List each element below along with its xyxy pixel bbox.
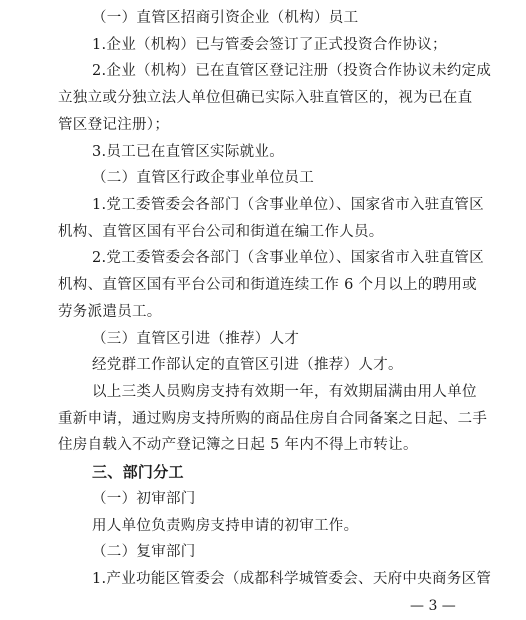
- paragraph-line: 2.企业（机构）已在直管区登记注册（投资合作协议未约定成: [92, 63, 492, 80]
- paragraph-line: 住房自载入不动产登记簿之日起 5 年内不得上市转让。: [58, 437, 418, 454]
- paragraph-line: 3.员工已在直管区实际就业。: [92, 143, 285, 160]
- subheading-second-review: （二）复审部门: [92, 544, 196, 561]
- paragraph-line: 管区登记注册）；: [58, 116, 170, 133]
- paragraph-line: 1.企业（机构）已与管委会签订了正式投资合作协议；: [92, 36, 447, 53]
- subheading-admin-staff: （二）直管区行政企事业单位员工: [92, 170, 314, 187]
- paragraph-line: 机构、直管区国有平台公司和街道在编工作人员。: [58, 223, 384, 240]
- subheading-recruited-staff: （一）直管区招商引资企业（机构）员工: [92, 10, 359, 26]
- paragraph-line: 以上三类人员购房支持有效期一年，有效期届满由用人单位: [92, 384, 477, 400]
- paragraph-line: 1.党工委管委会各部门（含事业单位）、国家省市入驻直管区: [92, 197, 484, 213]
- page-number: — 3 —: [410, 598, 456, 614]
- section-heading-division: 三、部门分工: [92, 463, 184, 482]
- subheading-talent: （三）直管区引进（推荐）人才: [92, 330, 300, 347]
- paragraph-line: 劳务派遣员工。: [58, 303, 162, 320]
- paragraph-line: 2.党工委管委会各部门（含事业单位）、国家省市入驻直管区: [92, 250, 484, 267]
- paragraph-line: 1.产业功能区管委会（成都科学城管委会、天府中央商务区管: [92, 571, 492, 587]
- paragraph-line: 立独立或分独立法人单位但确已实际入驻直管区的，视为已在直: [58, 90, 473, 107]
- subheading-first-review: （一）初审部门: [92, 490, 196, 507]
- paragraph-line: 重新申请，通过购房支持所购的商品住房自合同备案之日起、二手: [58, 410, 488, 427]
- paragraph-line: 机构、直管区国有平台公司和街道连续工作 6 个月以上的聘用或: [58, 277, 477, 294]
- paragraph-line: 用人单位负责购房支持申请的初审工作。: [92, 517, 359, 534]
- paragraph-line: 经党群工作部认定的直管区引进（推荐）人才。: [92, 357, 403, 374]
